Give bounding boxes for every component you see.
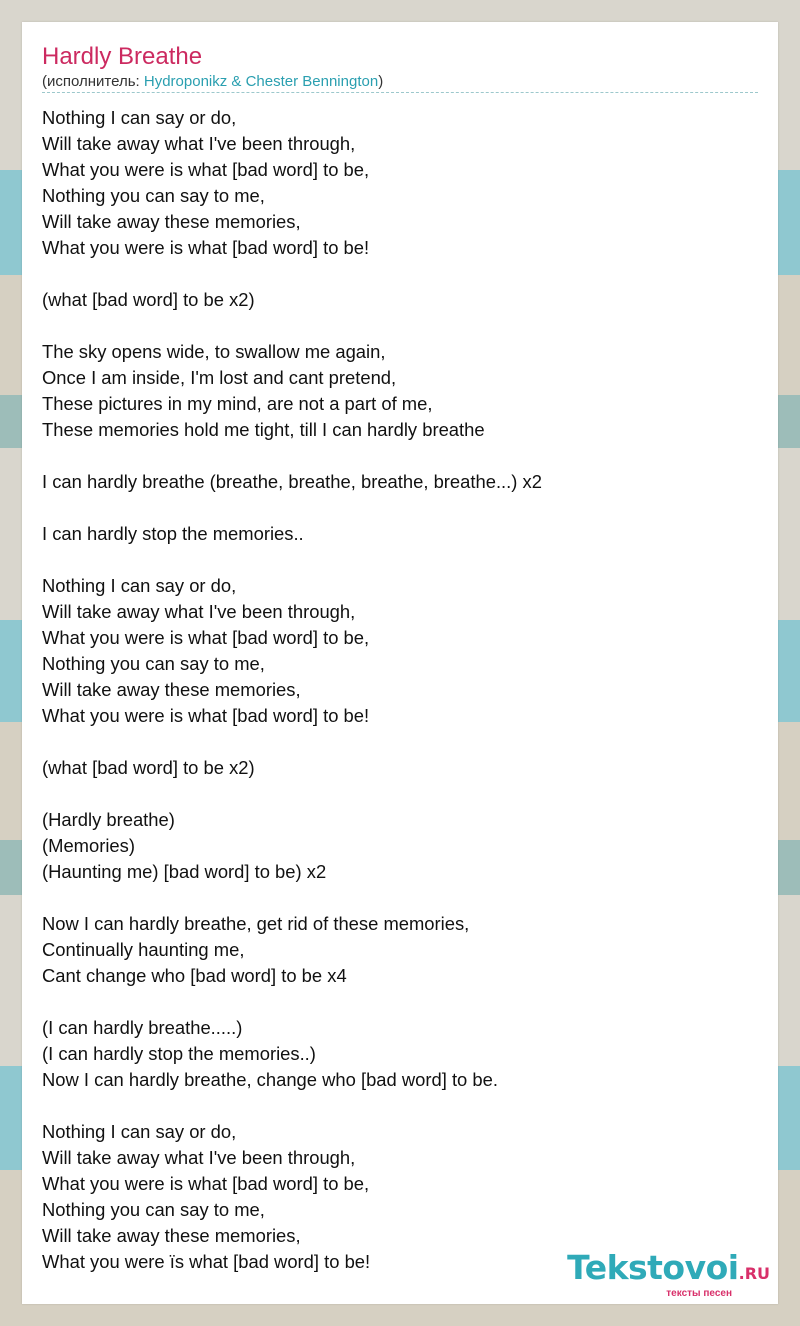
logo-main-text: Tekstovoi [567, 1248, 739, 1287]
logo-tld: .RU [738, 1264, 770, 1283]
site-logo[interactable] [567, 1248, 770, 1299]
lyrics-card [22, 22, 778, 1304]
artist-suffix: ) [378, 73, 384, 90]
logo-tagline: тексты песен [666, 1288, 732, 1299]
header-divider [42, 92, 758, 93]
artist-link[interactable]: Hydroponikz & Chester Bennington [143, 73, 379, 90]
logo-wordmark [567, 1248, 770, 1291]
song-title: Hardly Breathe [42, 43, 203, 70]
artist-prefix: (исполнитель: [42, 73, 144, 90]
artist-line [42, 73, 383, 91]
lyrics-text: Nothing I can say or do, Will take away what I've been through, What you were is what [bad word] to be, Nothing you can say to me, Will take away these memories, What you were is what [bad word] to be! (what [bad word] to be x2) The sky opens wide, to swallow me again, Once I am inside, I'm lost and cant pretend, These pictures in my mind, are not a part of me, These memories hold me tight, till I can hardly breathe I can hardly breathe (breathe, breathe, breathe, breathe...) x2 I can hardly stop the memories.. Nothing I can say or do, Will take away what I've been through, What you were is what [bad word] to be, Nothing you can say to me, Will take away these memories, What you were is what [bad word] to be! (what [bad word] to be x2) (Hardly breathe) (Memories) (Haunting me) [bad word] to be) x2 Now I can hardly breathe, get rid of these memories, Continually haunting me, Cant change who [bad word] to be x4 (I can hardly breathe.....) (I can hardly stop the memories..) Now I can hardly breathe, change who [bad word] to be. Nothing I can say or do, Will take away what I've been through, What you were is what [bad word] to be, Nothing you can say to me, Will take away these memories, What you were їs what [bad word] to be! [42, 107, 542, 1272]
